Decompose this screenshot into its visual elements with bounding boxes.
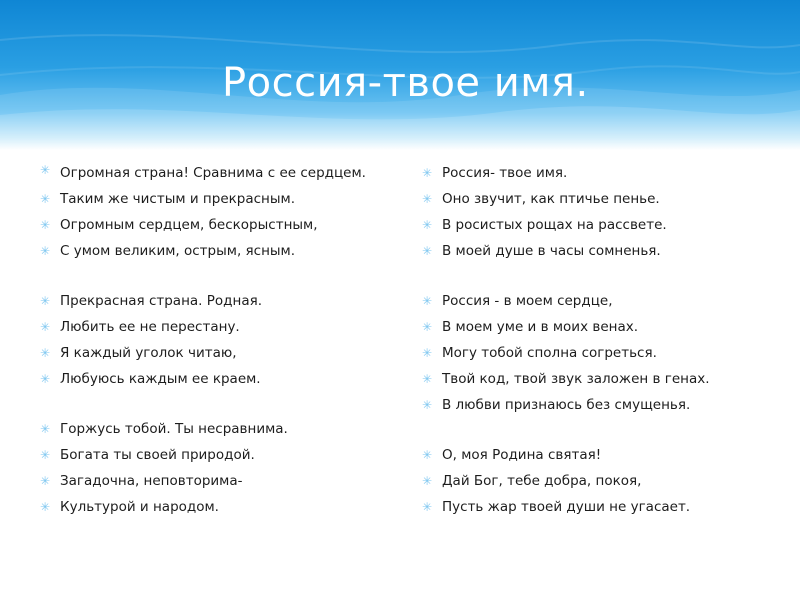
- bullet-icon: ✳: [421, 320, 433, 334]
- poem-line: [38, 212, 368, 238]
- poem-line-text: В любви признаюсь без смущенья.: [442, 397, 691, 413]
- poem-line-text: Дай Бог, тебе добра, покоя,: [442, 473, 642, 489]
- bullet-icon: ✳: [39, 244, 51, 258]
- bullet-icon: ✳: [39, 422, 51, 436]
- poem-line: [420, 392, 780, 418]
- slide-title: Россия-твое имя.: [222, 60, 589, 106]
- stanza-gap: [38, 264, 368, 288]
- bullet-icon: ✳: [39, 346, 51, 360]
- poem-line: [38, 314, 368, 340]
- poem-line: [38, 366, 368, 392]
- bullet-icon: ✳: [39, 192, 51, 206]
- stanza-gap: [38, 392, 368, 416]
- bullet-icon: ✳: [421, 448, 433, 462]
- poem-line: [38, 340, 368, 366]
- poem-line-text: В моем уме и в моих венах.: [442, 319, 639, 335]
- poem-line: [420, 442, 780, 468]
- poem-line-text: В моей душе в часы сомненья.: [442, 243, 661, 259]
- bullet-icon: ✳: [421, 294, 433, 308]
- poem-line: [420, 314, 780, 340]
- poem-line-text: Я каждый уголок читаю,: [60, 345, 237, 361]
- header-banner: [0, 0, 800, 150]
- poem-line: [38, 288, 368, 314]
- poem-line: [420, 468, 780, 494]
- bullet-icon: ✳: [39, 294, 51, 308]
- bullet-icon: ✳: [39, 448, 51, 462]
- poem-line: [420, 212, 780, 238]
- poem-line: [38, 186, 368, 212]
- poem-line-text: Культурой и народом.: [60, 499, 219, 515]
- bullet-icon: ✳: [421, 346, 433, 360]
- bullet-icon: ✳: [421, 372, 433, 386]
- bullet-icon: ✳: [39, 474, 51, 488]
- poem-line: [38, 238, 368, 264]
- bullet-icon: ✳: [39, 500, 51, 514]
- poem-line: [38, 416, 368, 442]
- bullet-icon: ✳: [39, 320, 51, 334]
- bullet-icon: ✳: [421, 218, 433, 232]
- poem-line-text: Могу тобой сполна согреться.: [442, 345, 657, 361]
- poem-line-text: Пусть жар твоей души не угасает.: [442, 499, 691, 515]
- stanza-gap: [420, 418, 780, 442]
- stanza-gap: [420, 264, 780, 288]
- poem-line-text: Горжусь тобой. Ты несравнима.: [60, 421, 288, 437]
- right-poem-column: [420, 160, 780, 520]
- poem-line: [420, 340, 780, 366]
- poem-line-text: В росистых рощах на рассвете.: [442, 217, 667, 233]
- left-poem-column: [38, 160, 368, 520]
- bullet-icon: ✳: [421, 244, 433, 258]
- poem-line-text: Таким же чистым и прекрасным.: [60, 191, 295, 207]
- bullet-icon: ✳: [421, 166, 433, 180]
- bullet-icon: ✳: [421, 398, 433, 412]
- bullet-icon: ✳: [39, 218, 51, 232]
- poem-line-text: Загадочна, неповторима-: [60, 473, 243, 489]
- poem-line: [38, 160, 368, 186]
- poem-line: [38, 494, 368, 520]
- poem-line: [420, 238, 780, 264]
- poem-line-text: Твой код, твой звук заложен в генах.: [442, 371, 710, 387]
- bullet-icon: ✳: [39, 163, 51, 177]
- bullet-icon: ✳: [421, 192, 433, 206]
- poem-line-text: Россия - в моем сердце,: [442, 293, 613, 309]
- poem-line-text: Богата ты своей природой.: [60, 447, 255, 463]
- poem-line-text: Прекрасная страна. Родная.: [60, 293, 263, 309]
- poem-line: [420, 186, 780, 212]
- poem-line: [420, 160, 780, 186]
- poem-line-text: С умом великим, острым, ясным.: [60, 243, 296, 259]
- poem-line: [38, 468, 368, 494]
- poem-line-text: Огромная страна! Сравнима с ее сердцем.: [60, 165, 366, 181]
- poem-line: [38, 442, 368, 468]
- bullet-icon: ✳: [421, 500, 433, 514]
- poem-line-text: Оно звучит, как птичье пенье.: [442, 191, 660, 207]
- poem-line-text: Огромным сердцем, бескорыстным,: [60, 217, 318, 233]
- poem-line: [420, 288, 780, 314]
- poem-line-text: О, моя Родина святая!: [442, 447, 602, 463]
- poem-line-text: Россия- твое имя.: [442, 165, 568, 181]
- poem-line: [420, 366, 780, 392]
- bullet-icon: ✳: [39, 372, 51, 386]
- bullet-icon: ✳: [421, 474, 433, 488]
- poem-line-text: Любуюсь каждым ее краем.: [60, 371, 261, 387]
- poem-line-text: Любить ее не перестану.: [60, 319, 240, 335]
- poem-line: [420, 494, 780, 520]
